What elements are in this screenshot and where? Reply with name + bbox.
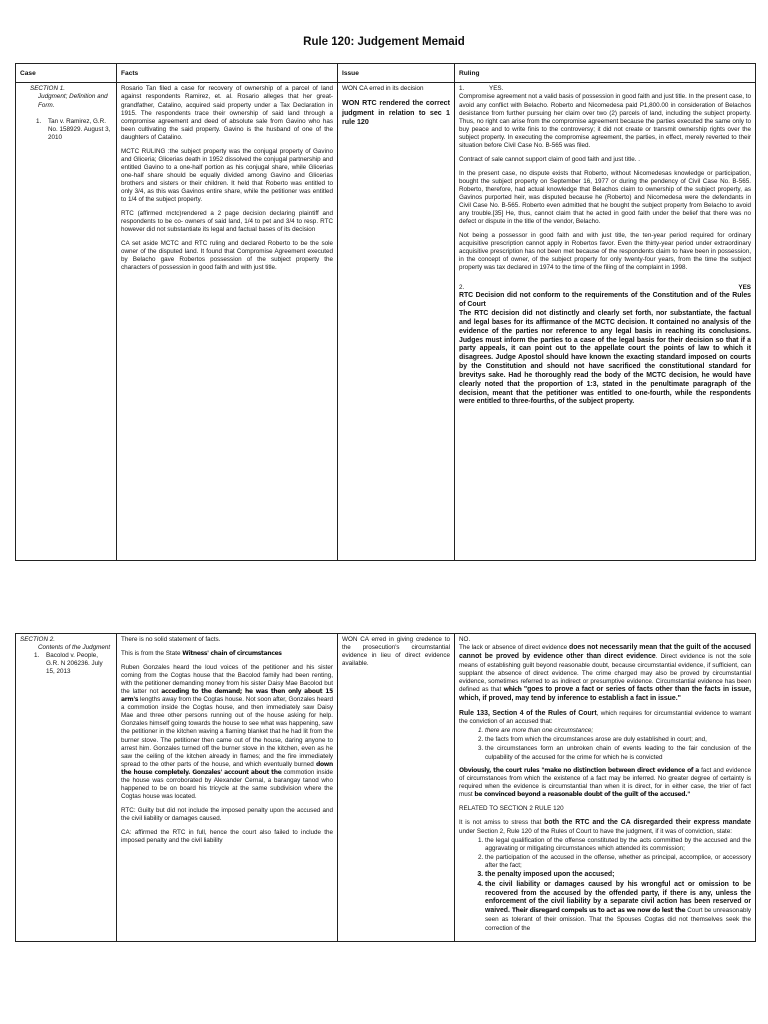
facts-paragraph	[121, 650, 333, 658]
ruling-paragraph: Compromise agreement not a valid basis of possession in good faith and just title. In the present case, to avoid any conflict with Belacho. Roberto and Nicomedesa paid P1,800.00 in consideration of Belachos desistance from further pursuing her claim over two (2) parcels of land, including the subject property. Thus, no right can arise from the compromise agreement because the parties executed the same only to buy peace and to write finis to the controversy; it did not create or transmit ownership rights over the subject property. In executing the compromise agreement, the parties, in effect, merely reverted to their situation before Civil Case No. B-565 was filed.	[459, 93, 751, 149]
list-item: 2. the facts from which the circumstances arose are duly established in court; and,	[485, 736, 751, 744]
ruling-answer: YES	[738, 284, 751, 292]
facts-paragraph: MCTC RULING :the subject property was the conjugal property of Gavino and Gliceria; Glicerias death in 1952 dissolved the conjugal partnership and entitled Gavino to a one-half portion as his conjugal share, while Glicerias one-half share should be equally divided among Gavino and Glicerias brothers and sisters or their children. It held that Roberto was entitled to only 3/4, as this was Gavinos entire share, while the petitioner was entitled to 1/4 of the subject property.	[121, 147, 333, 204]
judgment-contents-list	[459, 837, 751, 934]
facts-paragraph: RTC (affirmed mctc)rendered a 2 page decision declaring plaintiff and respondents to be co- owners of said land, 1/4 to pet and 3/4 to resp. RTC however did not substantiate its legal and factual bases of its decision	[121, 210, 333, 234]
ruling-emphasis: which	[503, 685, 522, 693]
issue-cell	[338, 634, 455, 942]
issue-text: WON CA erred in its decision	[342, 85, 424, 93]
ruling-text: It is not amiss to stress that	[459, 818, 542, 826]
facts-emphasis: down the house completely. Gonzales' account about the	[121, 760, 333, 776]
table-row	[16, 83, 756, 561]
case-cell	[16, 83, 117, 561]
ruling-subheading: RELATED TO SECTION 2 RULE 120	[459, 804, 564, 812]
circumstantial-requirements-list	[459, 727, 751, 761]
ruling-paragraph: Not being a possessor in good faith and with just title, the ten-year period required for ordinary acquisitive prescription cannot apply in Robertos favor. Even the thirty-year period under extraordinary acquisitive prescription has not been met because of the respondents claim to have been in possession, in the concept of owner, of the subject property for only twenty-four years, from the time the subject property was tax declared in 1974 to the time of the filing of the complaint in 1998.	[459, 232, 751, 272]
section-subtitle: Contents of the Judgment	[38, 644, 111, 652]
table-header-row	[16, 64, 756, 83]
ruling-paragraph: In the present case, no dispute exists that Roberto, without Nicomedesas knowledge or participation, bought the subject property on September 16, 1977 or during the pendency of Civil Case No. B-565. Roberto, therefore, had actual knowledge that Belachos claim to ownership of the subject property, as Gavinos purported heir, was disputed because he (Roberto) and Nicomedesa were the defendants in Civil Case No. B-565. Roberto even admitted that he bought the subject property from Belacho to avoid any trouble.[35] He, thus, cannot claim that he acted in good faith under the belief that there was no defect or dispute in the title of the vendor, Belacho.	[459, 169, 751, 226]
facts-paragraph: There is no solid statement of facts.	[121, 636, 221, 643]
header-ruling: Ruling	[455, 64, 756, 83]
ruling-emphasis: "goes to prove a fact or series of facts other than the facts in issue, which, if proved, may tend by inference to establish a fact in issue."	[459, 685, 752, 702]
facts-paragraph	[121, 664, 333, 801]
list-item-text: the civil liability or damages caused by his wrongful act or omission to be recovered from the accused by the offended party, if there is any, unless the enforcement of the civil liability by a separate civil action has been reserved or waived.	[485, 880, 751, 915]
ruling-item-number	[459, 284, 751, 292]
ruling-text: , which requires for circumstantial evidence to warrant the conviction of an accused that:	[459, 709, 752, 726]
ruling-paragraph	[459, 644, 751, 703]
ruling-emphasis: both the RTC and the CA disregarded their express mandate	[544, 818, 751, 826]
ruling-item-number	[459, 85, 751, 93]
case-entry	[20, 652, 112, 676]
facts-cell	[117, 634, 338, 942]
ruling-answer: NO.	[459, 636, 471, 643]
ruling-cell	[455, 83, 756, 561]
ruling-paragraph	[459, 767, 751, 799]
facts-paragraph: Rosario Tan filed a case for recovery of ownership of a parcel of land against respondents Ramirez, et. al. Rosario alleges that her great-grandfather, Catalino, acquired said property under a Tax Declaration in 1915. The respondents trace their ownership of said land through a compromise agreement and deed of absolute sale from Gavino who has been cultivating the said property. Gavino is the husband of one of the daughters of Catalino.	[121, 85, 333, 141]
list-item: 3. the circumstances form an unbroken chain of events leading to the fair conclusion of the culpability of the accused for the crime for which he is convicted	[485, 745, 751, 761]
ruling-text: . Direct evidence is not the sole means of establishing guilt beyond reasonable doubt, because circumstantial evidence, if sufficient, can supplant the absence of direct evidence. The crime charged may also be proved by circumstantial evidence, sometimes referred to as indirect or presumptive evidence. Circumstantial evidence has been defined as that	[459, 652, 751, 693]
facts-paragraph: CA set aside MCTC and RTC ruling and declared Roberto to be the sole owner of the disputed land. It found that Compromise Agreement executed by Belacho gave Robertos possession of the subject property the characters of possession in good faith and with just title.	[121, 240, 333, 272]
ruling-emphasis: be convinced beyond a reasonable doubt of the guilt of the accused."	[474, 790, 691, 798]
ruling-paragraph	[459, 710, 751, 727]
memo-table-section-1	[15, 63, 756, 561]
case-name: Bacolod v. People, G.R. N 206236. July 15, 2013	[46, 652, 103, 676]
section-subtitle: Judgment; Definition and Form.	[38, 93, 108, 109]
ruling-bold-heading: RTC Decision did not conform to the requirements of the Constitution and of the Rules of Court	[459, 292, 751, 309]
issue-cell	[338, 83, 455, 561]
ruling-cell	[455, 634, 756, 942]
memo-table-section-2	[15, 633, 756, 942]
case-entry	[20, 118, 112, 142]
case-number: 1.	[34, 652, 40, 660]
document-title: Rule 120: Judgement Memaid	[303, 36, 465, 48]
list-item	[485, 881, 751, 934]
ruling-bold-paragraph: The RTC decision did not distinctly and clearly set forth, nor substantiate, the factual and legal bases for its affirmance of the MCTC decision. It contained no analysis of the evidence of the parties nor reference to any legal basis in reaching its conclusions. Judges must inform the parties to a case of the legal basis for their decision so that if a party appeals, it can point out to the appellate court the points of law to which it disagrees. Judge Apostol should have known the exacting standard imposed on courts by the Constitution and should not have sacrificed the constitutional standard for brevitys sake. Had he thoroughly read the body of the MCTC decision, he would have clearly noted that the proportion of 1:3, stated in the penultimate paragraph of the decision, meant that the petitioner was entitled to one-fourth, while the respondents were entitled to three-fourths, of the subject property.	[459, 310, 751, 406]
ruling-answer: YES.	[489, 85, 504, 93]
ruling-text: The lack or absence of direct evidence	[459, 644, 568, 652]
facts-text: This is from the State	[121, 650, 181, 658]
facts-text: lengths away from the Cogtas house. Not soon after, Gonzales heard a commotion inside the Cogtas house, and then immediately saw Daisy Mae and three other persons running out of the house asking for help. Gonzales himself going towards the house to see what was happening, saw the petitioner in the kitchen waving a flaming blanket that he had lit from the burner stove. The petitioner then came out of the house, daring anyone to arrest him. Gonzales turned off the burner stove in the kitchen, even as he saw the ceiling of the kitchen already in flames; and the fire immediately spread to the other parts of the house, and which eventually burned	[121, 696, 334, 768]
case-name: Tan v. Ramirez, G.R. No. 158929. August 3, 2010	[48, 117, 111, 141]
table-row	[16, 634, 756, 942]
facts-paragraph: CA: affirmed the RTC in full, hence the court also failed to include the imposed penalty and the civil liability	[121, 828, 333, 845]
facts-paragraph: RTC: Guilty but did not include the imposed penalty upon the accused and the civil liability or damages caused.	[121, 806, 333, 822]
ruling-emphasis: does not necessarily mean that the guilt of the accused cannot be proved by evidence other than direct evidence	[459, 644, 752, 660]
ruling-text: fact and evidence of circumstances from which the existence of a fact may be inferred. No greater degree of certainty is required when the evidence is circumstantial than when it is direct, for in either case, the trier of fact must	[459, 766, 751, 798]
header-issue: Issue	[338, 64, 455, 83]
case-number: 1.	[36, 117, 42, 125]
case-cell	[16, 634, 117, 942]
facts-emphasis: acceding to the demand; he was then only about 15 arm's	[121, 688, 333, 704]
ruling-paragraph	[459, 819, 751, 836]
list-item: 1. the legal qualification of the offense constituted by the acts committed by the accused and the aggravating or mitigating circumstances which attended its commission;	[485, 837, 751, 853]
list-item: 2. the participation of the accused in the offense, whether as principal, accomplice, or accessory after the fact;	[485, 854, 751, 870]
list-item: 3. the penalty imposed upon the accused;	[485, 871, 751, 880]
ruling-number: 2.	[459, 284, 465, 292]
facts-cell	[117, 83, 338, 561]
ruling-paragraph: Contract of sale cannot support claim of good faith and just title. .	[459, 155, 640, 163]
ruling-text: under Section 2, Rule 120 of the Rules of Court to have the judgment, if it was of conviction, state:	[459, 827, 733, 835]
ruling-text: Court be unreasonably seen as tolerant of their omission. That the Spouses Cogtas did not themselves seek the correction of the	[485, 907, 751, 932]
ruling-emphasis: Rule 133, Section 4 of the Rules of Court	[459, 709, 597, 717]
section-label: SECTION 1.	[30, 85, 65, 93]
section-label: SECTION 2.	[20, 636, 55, 643]
list-item: 1. there are more than one circumstance;	[485, 727, 751, 735]
facts-emphasis: Witness' chain of circumstances	[182, 650, 282, 658]
facts-text: commotion inside the house was corroborated by Alexander Cernal, a barangay tanod who happened to be on board his tricycle at the same subdivision where the Cogtas house was located.	[121, 768, 333, 800]
header-case: Case	[16, 64, 117, 83]
ruling-emphasis: Obviously, the court rules "make no distinction between direct evidence of a	[459, 766, 700, 774]
ruling-emphasis: Their disregard compels us to act as we now do lest the	[511, 907, 686, 915]
issue-text: WON CA erred in giving credence to the prosecution's circumstantial evidence in lieu of direct evidence available.	[342, 636, 450, 668]
facts-text: Ruben Gonzales heard the loud voices of the petitioner and his sister coming from the Cogtas house that the Bacolod family had been renting, with the petitioner demanding money from his sister Daisy Mae Bacolod but the latter not	[121, 664, 333, 696]
header-facts: Facts	[117, 64, 338, 83]
issue-text-bold: WON RTC rendered the correct judgment in relation to sec 1 rule 120	[342, 99, 450, 126]
ruling-number: 1.	[459, 85, 465, 93]
